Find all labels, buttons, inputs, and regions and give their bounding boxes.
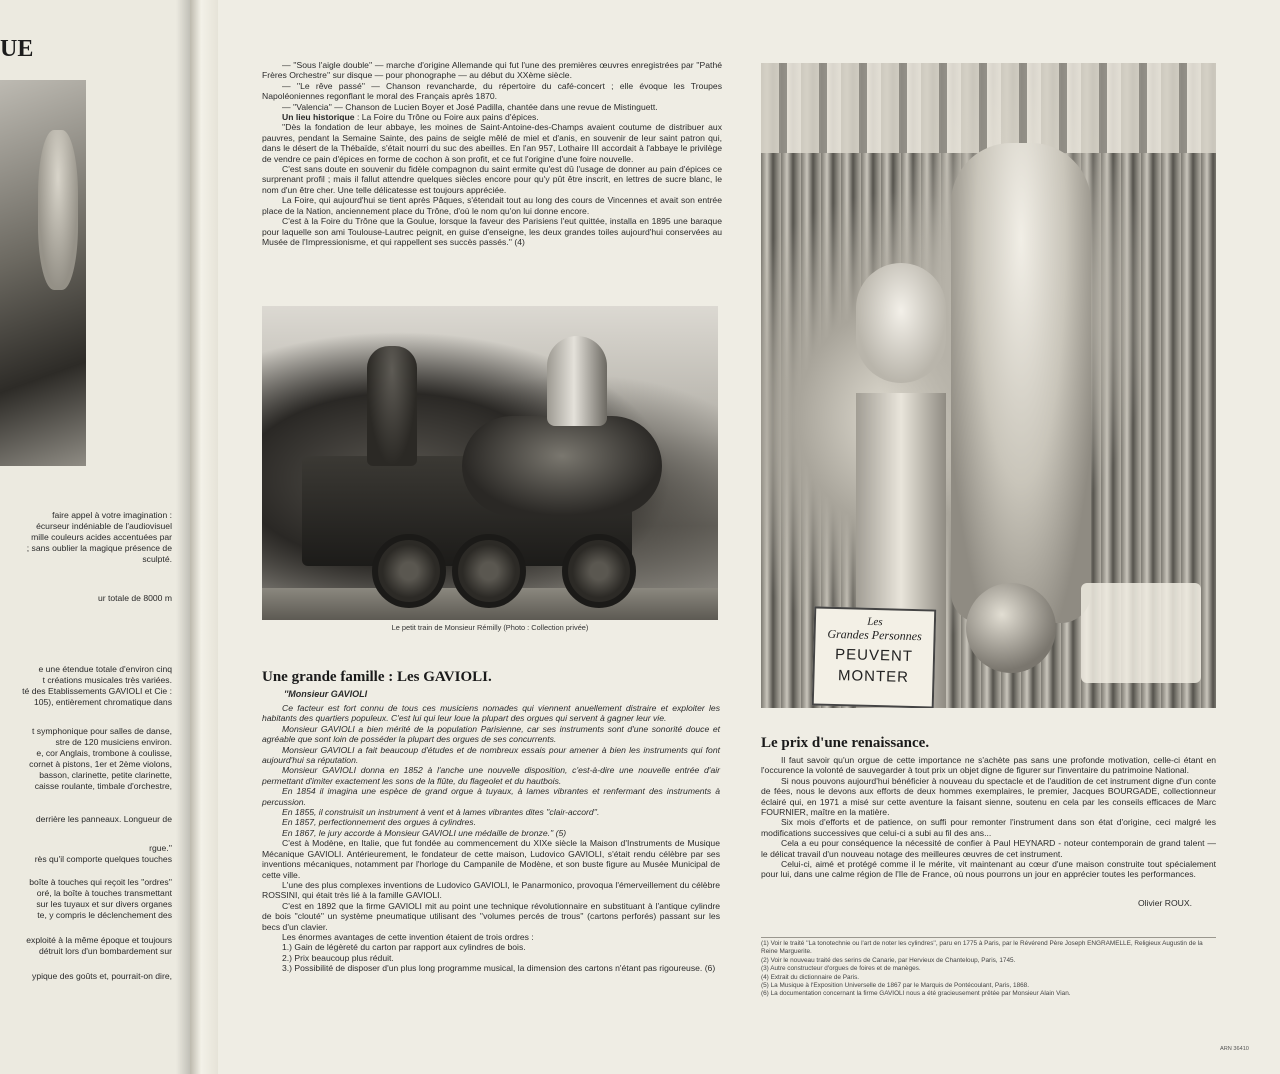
gavioli-paragraph: Les énormes avantages de cette invention étaient de trois ordres : [282, 931, 534, 942]
locomotive-wheel [372, 534, 446, 608]
locomotive-dome [547, 336, 607, 426]
history-paragraph: La Foire, qui aujourd'hui se tient après Pâques, s'étendait tout au long des cours de Vincennes et avait son entrée place de la Nation, anciennement place du Trône, d'où le nom qu'on lui donne encore. [262, 195, 722, 216]
lieu-historique-label: Un lieu historique [282, 112, 355, 123]
lieu-historique-text: : La Foire du Trône ou Foire aux pains d'épices. [354, 112, 539, 123]
gavioli-paragraph: C'est en 1892 que la firme GAVIOLI mit au point une technique révolutionnaire en substituant à l'antique cylindre de bois ''clouté'' un système pneumatique utilisant des ''volumes percés de trous'' (cartons perforés) passant sur les becs d'un clavier. [262, 900, 720, 932]
prix-paragraph: Cela a eu pour conséquence la nécessité de confier à Paul HEYNARD - noteur contemporain de grand talent — le délicat travail d'un nouveau notage des meilleures œuvres de cet instrument. [761, 838, 1216, 859]
organ-sign-line: Les [867, 615, 883, 629]
history-paragraph: ''Dès la fondation de leur abbaye, les moines de Saint-Antoine-des-Champs avaient coutume de distribuer aux pauvres, pendant la Semaine Sainte, des pains de seigle mêlé de miel et d'anis, en souvenir de leur saint patron qui, dans le désert de la Thébaïde, s'était nourri du suc des abeilles. En l'an 957, Lothaire III accordait à l'abbaye le privilège de vendre ce pain d'épices en forme de cochon à son profit, et ce fut l'origine d'une foire nouvelle. [262, 122, 722, 164]
song-paragraph: — ''Sous l'aigle double'' — marche d'origine Allemande qui fut l'une des premières œuvres enregistrées par ''Pathé Frères Orchestre'' sur disque — pour phonographe — au début du XXème siècle. [262, 60, 722, 81]
page-shadow [176, 0, 190, 1074]
gavioli-paragraph: L'une des plus complexes inventions de Ludovico GAVIOLI, le Panarmonico, provoqua l'émerveillement du célèbre ROSSINI, qui était très lié à la famille GAVIOLI. [262, 879, 720, 901]
footnote: (5) La Musique à l'Exposition Universelle de 1867 par le Marquis de Pontécoulant, Paris, 1868. [761, 982, 1030, 990]
organ-second-sign [1081, 583, 1201, 683]
train-driver [367, 346, 417, 466]
locomotive-wheel [562, 534, 636, 608]
prix-paragraph: Celui-ci, aimé et protégé comme il le mérite, vit maintenant au cœur d'une maison construite tout spécialement pour lui, dans une calme région de l'Ile de France, où nous pourrons un jour en apprécier toutes les performances. [761, 859, 1216, 880]
prix-paragraph: Il faut savoir qu'un orgue de cette importance ne s'achète pas sans une profonde motivation, celle-ci étant en l'occurence la volonté de sauvegarder à tout prix un objet digne de figurer sur l'inventaire du patrimoine National. [761, 755, 1216, 776]
left-line: boîte à touches qui reçoit les ''ordres'' oré, la boîte à touches transmettant sur les tuyaux et sur divers organes te, y compris le déclenchement des [29, 877, 172, 920]
organ-cherub [856, 263, 946, 383]
author-signature: Olivier ROUX. [1138, 898, 1192, 908]
gavioli-quote-paragraph: En 1867, le jury accorde à Monsieur GAVIOLI une médaille de bronze.'' (5) [282, 827, 567, 838]
left-line: faire appel à votre imagination : écurseur indéniable de l'audiovisuel mille couleurs acides accentuées par ; sans oublier la magique présence de sculpté. [26, 510, 172, 564]
left-photo-statue [38, 130, 78, 290]
footnote: (4) Extrait du dictionnaire de Paris. [761, 973, 860, 981]
left-line: ypique des goûts et, pourrait-on dire, [32, 971, 172, 981]
song-and-history-text [262, 60, 722, 247]
history-paragraph: C'est à la Foire du Trône que la Goulue, lorsque la faveur des Parisiens l'eut quittée, installa en 1895 une baraque pour laquelle son ami Toulouse-Lautrec peignit, en guise d'enseigne, les deux grandes toiles aujourd'hui conservées au Musée de l'Impressionisme, et qui rappellent ses succès passés.'' (4) [262, 216, 722, 247]
left-page [0, 0, 190, 1074]
gavioli-quote-paragraph: En 1854 il imagina une espèce de grand orgue à tuyaux, à lames vibrantes et renfermant des instruments à percussion. [262, 786, 720, 807]
organ-frieze [761, 63, 1216, 153]
history-paragraph: C'est sans doute en souvenir du fidèle compagnon du saint ermite qu'est dû l'usage de donner au pain d'épices ce surprenant profil ; mais il fallut attendre quelques siècles encore pour qu'y pût être inscrit, en lettres de sucre blanc, le nom d'un être cher. Une telle délicatesse est toujours appréciée. [262, 164, 722, 195]
organ-statue [951, 143, 1091, 623]
locomotive-boiler [462, 416, 662, 516]
left-page-title: UE [0, 36, 34, 62]
left-line: exploité à la même époque et toujours détruit lors d'un bombardement sur [26, 935, 172, 956]
organ-sign-line: PEUVENT [834, 645, 914, 666]
left-line: ur totale de 8000 m [97, 593, 172, 603]
left-line: e une étendue totale d'environ cinq t créations musicales très variées. té des Etablissements GAVIOLI et Cie : 105), entièrement chromatique dans [22, 664, 172, 707]
prix-paragraph: Six mois d'efforts et de patience, on suffi pour remonter l'instrument dans son état d'origine, ceci malgré les modifications successives que celui-ci a subi au fil des ans... [761, 817, 1216, 838]
train-photo-caption: Le petit train de Monsieur Rémilly (Photo : Collection privée) [391, 623, 589, 632]
footnote: (2) Voir le nouveau traité des serins de Canarie, par Hervieux de Chanteloup, Paris, 1745. [761, 956, 1016, 964]
gavioli-subheading: ''Monsieur GAVIOLI [284, 689, 368, 699]
gavioli-list-item: 1.) Gain de légèreté du carton par rapport aux cylindres de bois. [282, 942, 526, 953]
gavioli-quote-paragraph: Monsieur GAVIOLI donna en 1852 à l'anche une nouvelle disposition, c'est-à-dire une nouvelle entrée d'air permettant d'imiter exactement les sons de la flûte, du flageolet et du hautbois. [262, 765, 720, 786]
lieu-historique-line [262, 112, 722, 122]
left-page-text [0, 510, 172, 992]
organ-globe [966, 583, 1056, 673]
prix-text [761, 755, 1216, 880]
prix-heading: Le prix d'une renaissance. [761, 735, 930, 751]
footnote: (6) La documentation concernant la firme GAVIOLI nous a été gracieusement prêtée par Monsieur Alain Vian. [761, 990, 1071, 998]
song-paragraph: — ''Valencia'' — Chanson de Lucien Boyer et José Padilla, chantée dans une revue de Mistinguett. [282, 101, 658, 112]
gavioli-quote-paragraph: En 1857, perfectionnement des orgues à cylindres. [282, 817, 476, 828]
gavioli-text [262, 703, 720, 974]
organ-sign [812, 606, 937, 708]
gavioli-list-item: 3.) Possibilité de disposer d'un plus long programme musical, la dimension des cartons n'étant pas rigoureuse. (6) [282, 963, 716, 974]
footnote: (3) Autre constructeur d'orgues de foires et de manèges. [761, 965, 921, 973]
left-page-photo [0, 80, 86, 466]
prix-paragraph: Si nous pouvons aujourd'hui bénéficier à nouveau du spectacle et de l'audition de cet instrument digne d'un conte de fées, nous le devons aux efforts de deux hommes exemplaires, le premier, Jacques BOURGADE, collectionneur éclairé qui, en 1971 a misé sur cette aventure la faisant sienne, soutenu en cela par les conseils efficaces de Marc FOURNIER, maître en la matière. [761, 775, 1216, 818]
organ-sign-line: Grandes Personnes [827, 626, 922, 644]
book-gutter [190, 0, 218, 1074]
locomotive-wheel [452, 534, 526, 608]
left-line: rgue.'' rès qu'il comporte quelques touches [34, 843, 172, 864]
gavioli-quote-paragraph: Monsieur GAVIOLI a bien mérité de la population Parisienne, car ses instruments sont d'une sonorité douce et agréable que sont loin de posséder la plupart des orgues de ses concurrents. [262, 723, 720, 745]
song-paragraph: — ''Le rêve passé'' — Chanson revancharde, du répertoire du café-concert ; elle évoque les Troupes Napoléoniennes regonflant le moral des Français après 1870. [262, 80, 722, 102]
gavioli-quote-paragraph: En 1855, il construisit un instrument à vent et à lames vibrantes dites ''clair-accord''. [282, 807, 600, 818]
catalog-number: ARN 36410 [1220, 1046, 1249, 1052]
organ-sign-line: MONTER [837, 667, 910, 686]
gavioli-heading: Une grande famille : Les GAVIOLI. [262, 669, 492, 685]
gavioli-paragraph: C'est à Modène, en Italie, que fut fondée au commencement du XIXe siècle la Maison d'Instruments de Musique Mécanique GAVIOLI. Antérieurement, le fondateur de cette maison, Ludovico GAVIOLI, s'était rendu célèbre par ses inventions mécaniques, notamment par l'horloge du Campanile de Modène, et son buste figure au Musée Municipal de cette ville. [262, 838, 720, 880]
train-photo [262, 306, 718, 620]
gavioli-quote [262, 703, 720, 838]
left-line: t symphonique pour salles de danse, stre de 120 musiciens environ. e, cor Anglais, trombone à coulisse, cornet à pistons, 1er et 2ème violons, basson, clarinette, petite clarinette, caisse roulante, timbale d'orchestre, [29, 726, 172, 791]
organ-photo [761, 63, 1216, 708]
gavioli-list-item: 2.) Prix beaucoup plus réduit. [282, 952, 394, 963]
footnotes [761, 937, 1216, 999]
footnote: (1) Voir le traité ''La tonotechnie ou l'art de noter les cylindres'', paru en 1775 à Paris, par le Révérend Père Joseph ENGRAMELLE, Religieux Augustin de la Reine Marguerite. [761, 940, 1203, 956]
gavioli-quote-paragraph: Ce facteur est fort connu de tous ces musiciens nomades qui viennent anuellement distraire et exploiter les habitants des quartiers populeux. C'est lui qui leur loue la plupart des orgues qui servent à gagner leur vie. [262, 703, 720, 724]
left-line: derrière les panneaux. Longueur de [35, 814, 172, 824]
gavioli-quote-paragraph: Monsieur GAVIOLI a fait beaucoup d'études et de nombreux essais pour amener à bien les instruments qui font aujourd'hui sa réputation. [262, 744, 720, 766]
